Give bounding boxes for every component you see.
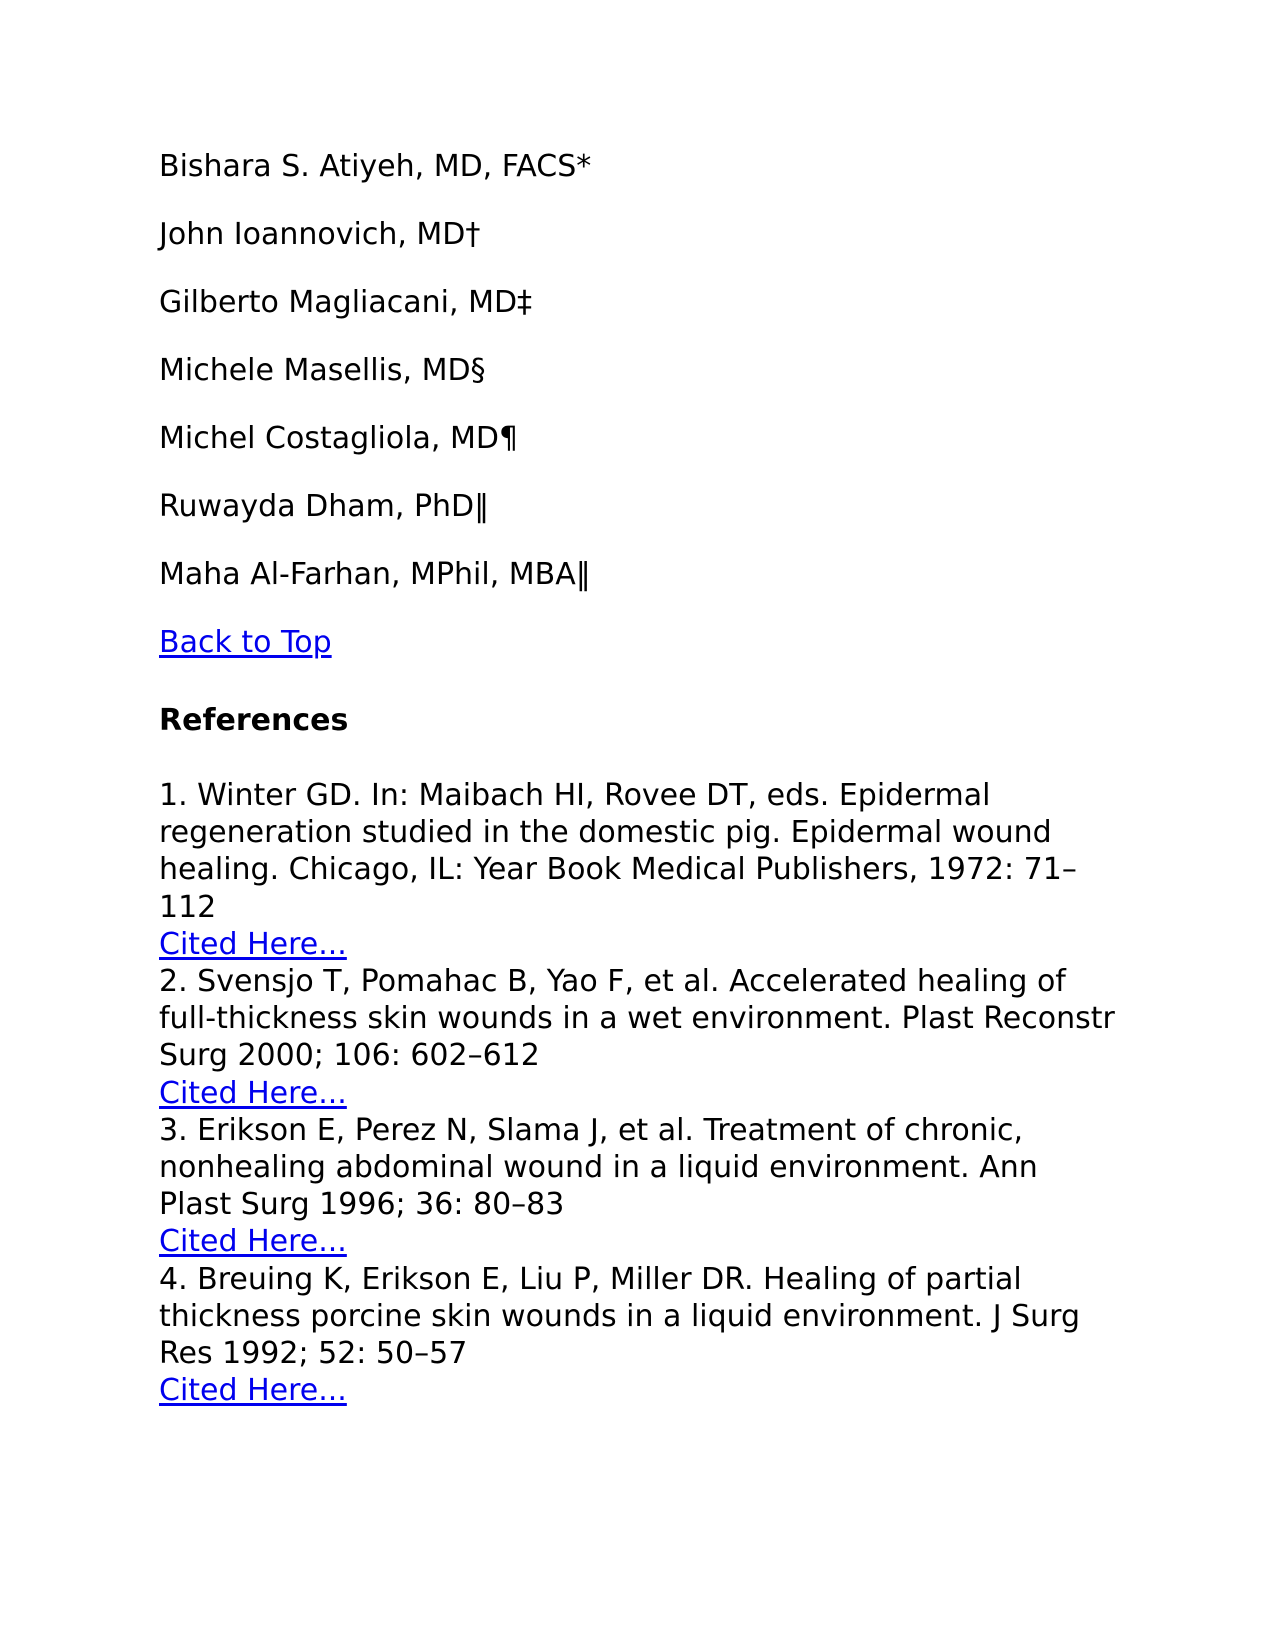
- reference-text: 2. Svensjo T, Pomahac B, Yao F, et al. Accelerated healing of full-thickness skin wounds in a wet environment. Plast Reconstr Surg 2000; 106: 602–612: [159, 964, 1115, 1074]
- cited-here-link[interactable]: Cited Here...: [159, 1075, 347, 1111]
- author-name: Ruwayda Dham, PhD‖: [159, 489, 490, 524]
- author-name: Michel Costagliola, MD¶: [159, 421, 519, 456]
- reference-text: 4. Breuing K, Erikson E, Liu P, Miller DR. Healing of partial thickness porcine skin wounds in a liquid environment. J Surg Res 1992; 52: 50–57: [159, 1261, 1081, 1372]
- cited-here-link[interactable]: Cited Here...: [159, 1373, 347, 1409]
- author-name: John Ioannovich, MD†: [159, 217, 481, 252]
- author-name: Michele Masellis, MD§: [159, 353, 486, 388]
- document-content: [159, 145, 1119, 1409]
- back-to-top-link[interactable]: Back to Top: [159, 625, 332, 660]
- author-name: Bishara S. Atiyeh, MD, FACS*: [159, 149, 592, 184]
- reference-item: [159, 777, 1119, 963]
- reference-text: 1. Winter GD. In: Maibach HI, Rovee DT, eds. Epidermal regeneration studied in the domestic pig. Epidermal wound healing. Chicago, IL: Year Book Medical Publishers, 1972: 71–112: [159, 778, 1077, 925]
- references-list: [159, 777, 1119, 1409]
- author-name: Gilberto Magliacani, MD‡: [159, 285, 533, 320]
- references-heading: References: [159, 703, 349, 738]
- cited-here-link[interactable]: Cited Here...: [159, 1224, 347, 1260]
- cited-here-link[interactable]: Cited Here...: [159, 926, 347, 962]
- reference-text: 3. Erikson E, Perez N, Slama J, et al. Treatment of chronic, nonhealing abdominal wound in a liquid environment. Ann Plast Surg 1996; 36: 80–83: [159, 1112, 1038, 1223]
- reference-item: [159, 1112, 1119, 1261]
- reference-item: [159, 963, 1119, 1112]
- author-list: [159, 145, 1119, 621]
- reference-item: [159, 1261, 1119, 1410]
- author-name: Maha Al-Farhan, MPhil, MBA‖: [159, 557, 591, 592]
